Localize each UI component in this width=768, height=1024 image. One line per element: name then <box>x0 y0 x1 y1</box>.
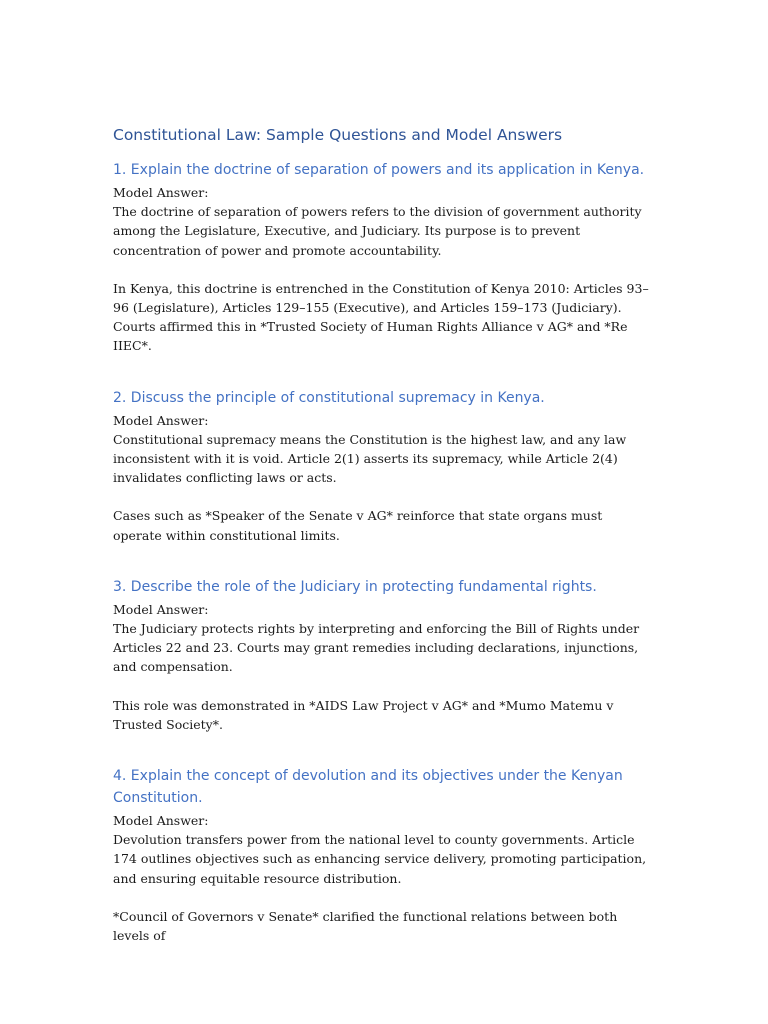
answer-paragraph: The Judiciary protects rights by interpreting and enforcing the Bill of Rights under Articles 22 and 23. Courts may grant remedies including declarations, injunctions, and compensation. <box>113 621 640 675</box>
model-answer-label: Model Answer: <box>113 813 209 829</box>
answer-paragraph: Constitutional supremacy means the Constitution is the highest law, and any law inconsistent with it is void. Article 2(1) asserts its supremacy, while Article 2(4) invalidates conflicting laws or acts. <box>113 431 627 486</box>
question-heading: 3. Describe the role of the Judiciary in protecting fundamental rights. <box>113 578 597 595</box>
question-section-1 <box>113 159 653 356</box>
document-title: Constitutional Law: Sample Questions and Model Answers <box>113 126 563 144</box>
answer-paragraph: Devolution transfers power from the national level to county governments. Article 174 outlines objectives such as enhancing service delivery, promoting participation, and ensuring equitable resource distribution. <box>113 832 647 886</box>
question-section-4 <box>113 765 653 945</box>
answer-paragraph: The doctrine of separation of powers refers to the division of government authority among the Legislature, Executive, and Judiciary. Its purpose is to prevent concentration of power and promote accountability. <box>113 204 642 258</box>
answer-paragraph: *Council of Governors v Senate* clarified the functional relations between both levels of <box>113 908 618 944</box>
question-heading: 2. Discuss the principle of constitutional supremacy in Kenya. <box>113 389 545 406</box>
answer-paragraph: Cases such as *Speaker of the Senate v AG* reinforce that state organs must operate within constitutional limits. <box>113 508 603 543</box>
answer-paragraph: In Kenya, this doctrine is entrenched in the Constitution of Kenya 2010: Articles 93–96 (Legislature), Articles 129–155 (Executive), and Articles 159–173 (Judiciary). Courts affirmed this in *Trusted Society of Human Rights Alliance v AG* and *Re IIEC*. <box>113 280 649 354</box>
document-content <box>113 124 653 945</box>
model-answer-label: Model Answer: <box>113 412 209 428</box>
answer-paragraph: This role was demonstrated in *AIDS Law Project v AG* and *Mumo Matemu v Trusted Society*. <box>113 697 614 732</box>
question-section-3 <box>113 576 653 734</box>
question-heading: 1. Explain the doctrine of separation of powers and its application in Kenya. <box>113 162 645 178</box>
model-answer-label: Model Answer: <box>113 601 209 617</box>
question-heading: 4. Explain the concept of devolution and its objectives under the Kenyan Constitution. <box>113 768 623 807</box>
question-section-2 <box>113 387 653 545</box>
model-answer-label: Model Answer: <box>113 185 209 200</box>
